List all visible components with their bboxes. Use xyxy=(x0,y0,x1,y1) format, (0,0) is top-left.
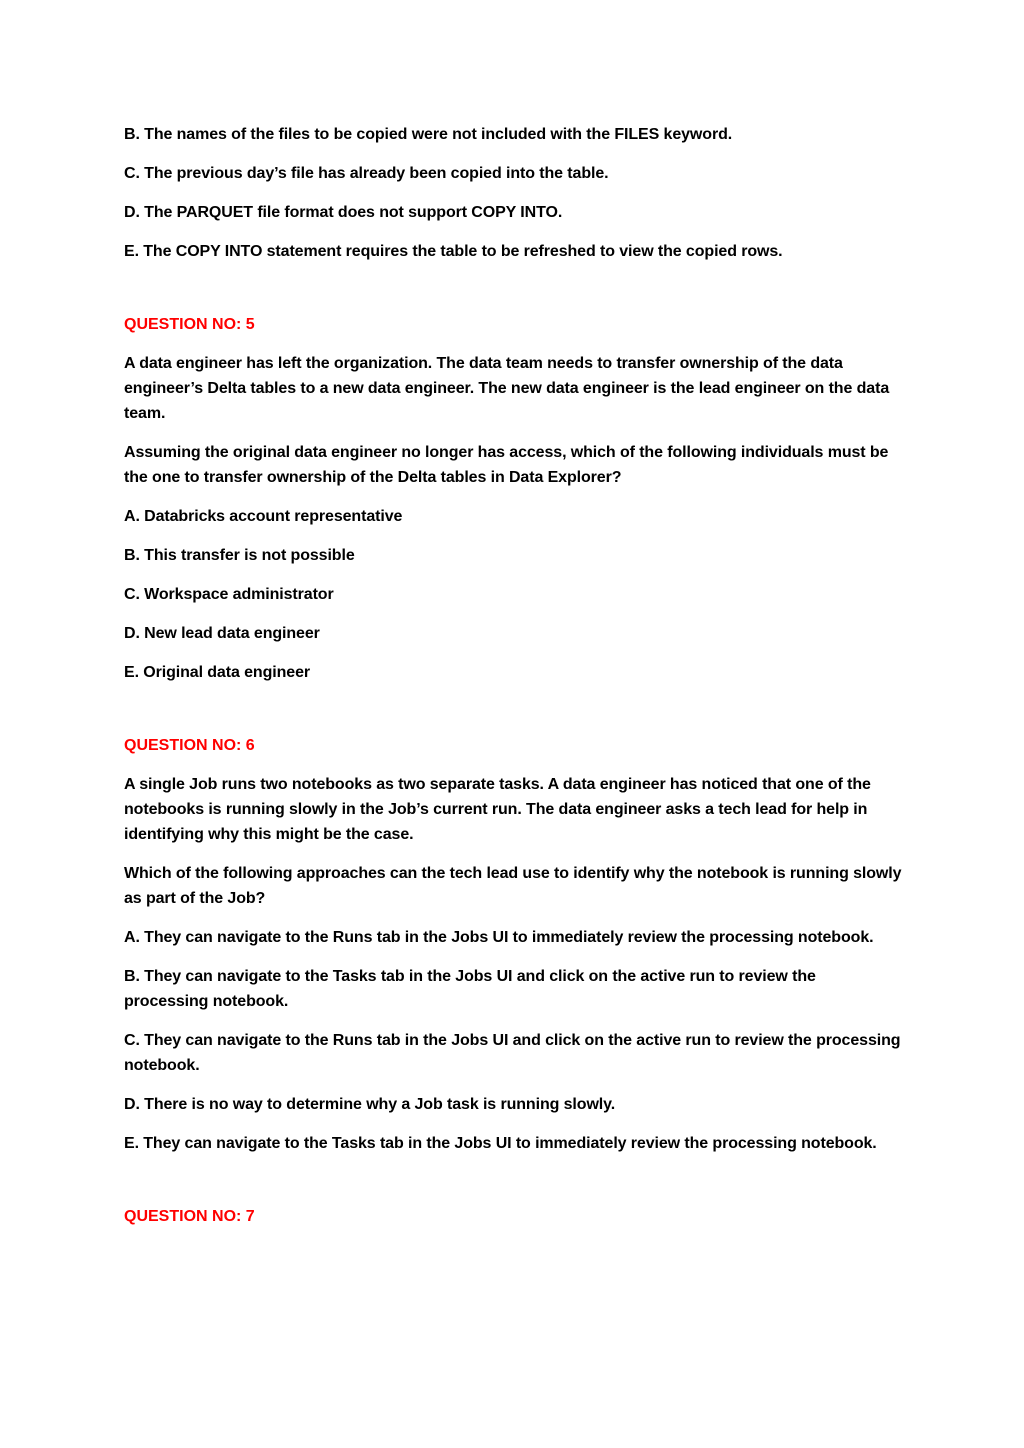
question-7-heading: QUESTION NO: 7 xyxy=(124,1208,255,1225)
prev-option-e: E. The COPY INTO statement requires the table to be refreshed to view the copied rows. xyxy=(124,243,783,260)
question-5-option-e: E. Original data engineer xyxy=(124,664,310,681)
question-5-prompt: Assuming the original data engineer no longer has access, which of the following individuals must be the one to transfer ownership of the Delta tables in Data Explorer? xyxy=(124,444,889,486)
question-6-text: A single Job runs two notebooks as two separate tasks. A data engineer has noticed that one of the notebooks is running slowly in the Job’s current run. The data engineer asks a tech lead for help in identifying why this might be the case. xyxy=(124,776,871,843)
prev-option-b: B. The names of the files to be copied were not included with the FILES keyword. xyxy=(124,126,733,143)
question-5-heading: QUESTION NO: 5 xyxy=(124,316,255,333)
question-6-option-e: E. They can navigate to the Tasks tab in the Jobs UI to immediately review the processing notebook. xyxy=(124,1135,877,1152)
question-5-option-a: A. Databricks account representative xyxy=(124,508,403,525)
document-page xyxy=(124,122,904,1243)
question-5-option-b: B. This transfer is not possible xyxy=(124,547,355,564)
question-6-heading: QUESTION NO: 6 xyxy=(124,737,255,754)
question-6-option-d: D. There is no way to determine why a Job task is running slowly. xyxy=(124,1096,616,1113)
question-6-prompt: Which of the following approaches can the tech lead use to identify why the notebook is running slowly as part of the Job? xyxy=(124,865,902,907)
question-5-option-c: C. Workspace administrator xyxy=(124,586,334,603)
prev-option-c: C. The previous day’s file has already been copied into the table. xyxy=(124,165,609,182)
question-6-option-a: A. They can navigate to the Runs tab in the Jobs UI to immediately review the processing notebook. xyxy=(124,929,874,946)
question-5-option-d: D. New lead data engineer xyxy=(124,625,320,642)
question-6-option-c: C. They can navigate to the Runs tab in the Jobs UI and click on the active run to review the processing notebook. xyxy=(124,1032,901,1074)
question-5-text: A data engineer has left the organization. The data team needs to transfer ownership of the data engineer’s Delta tables to a new data engineer. The new data engineer is the lead engineer on the data team. xyxy=(124,355,890,422)
question-6-option-b: B. They can navigate to the Tasks tab in the Jobs UI and click on the active run to review the processing notebook. xyxy=(124,968,816,1010)
prev-option-d: D. The PARQUET file format does not support COPY INTO. xyxy=(124,204,563,221)
